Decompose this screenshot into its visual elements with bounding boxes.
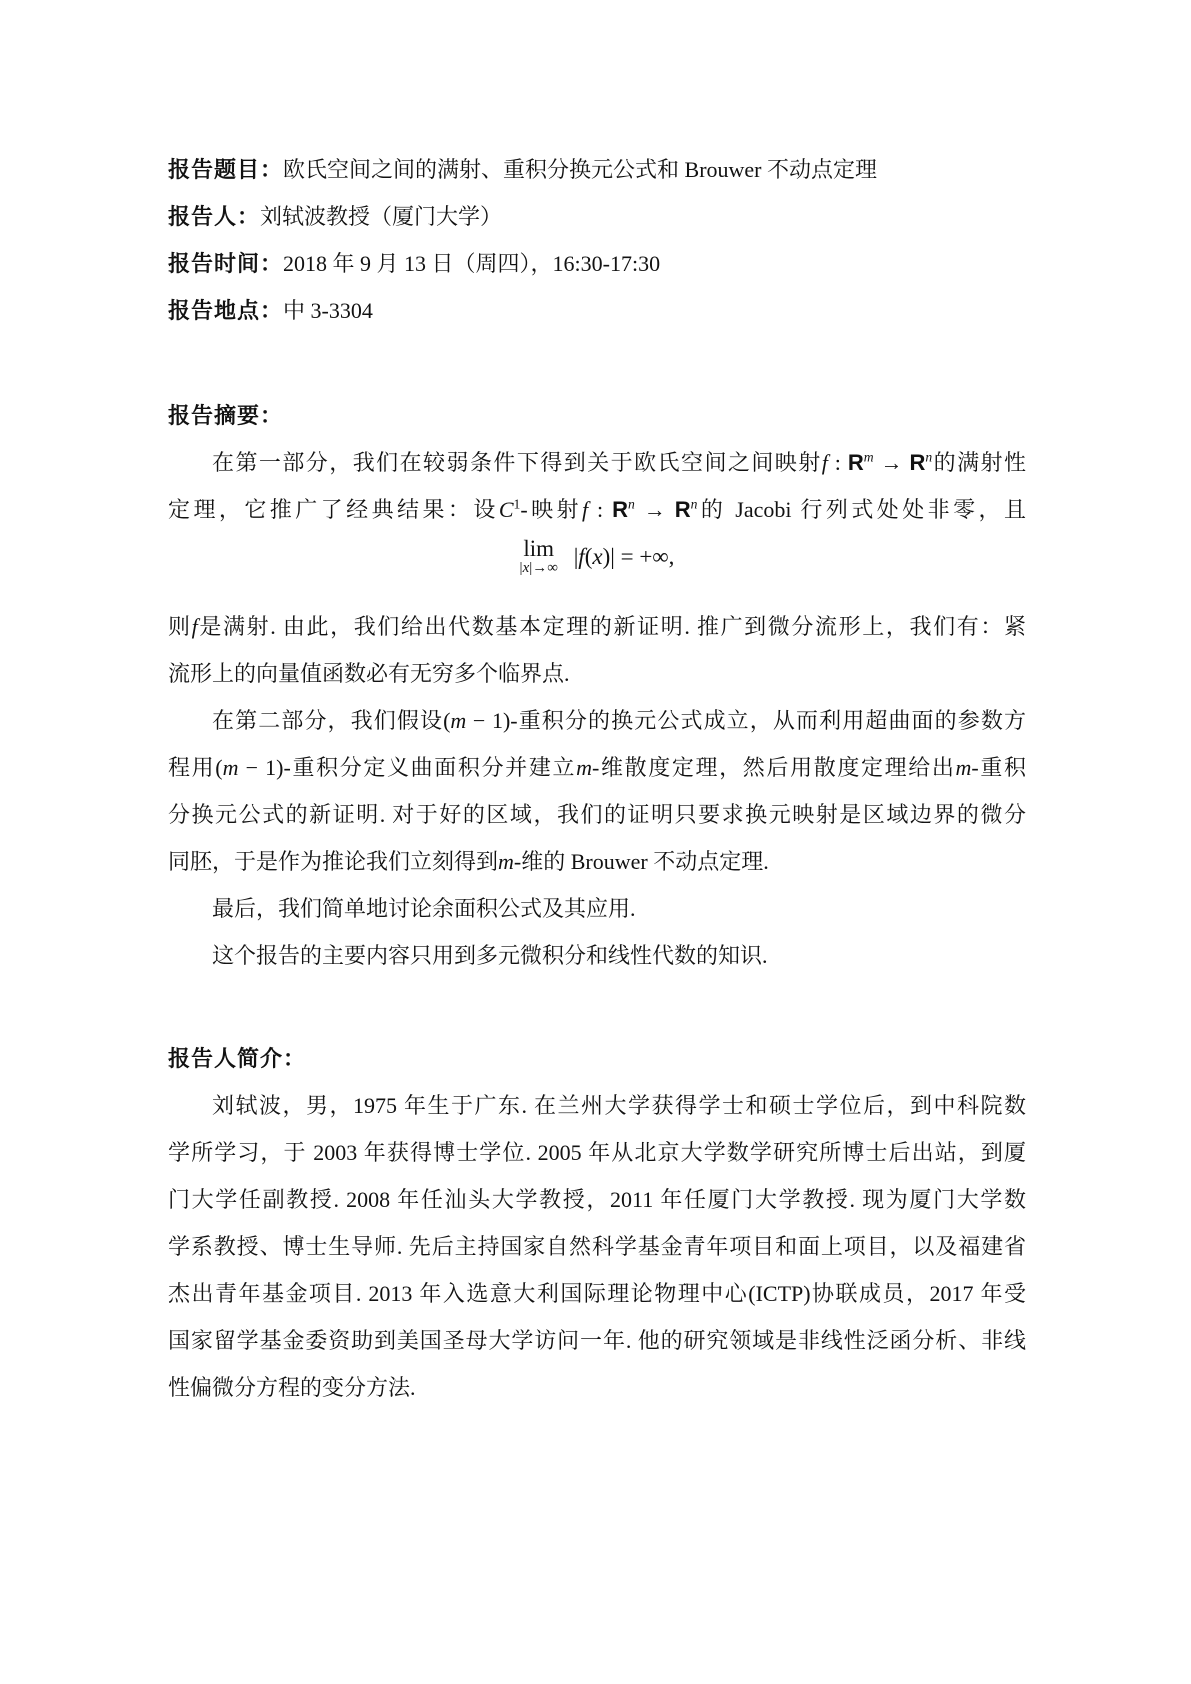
report-title-row (168, 146, 1026, 193)
header-block (168, 146, 1026, 334)
limit-formula (168, 537, 1026, 601)
paragraph-line: 门大学任副教授. 2008 年任汕头大学教授，2011 年任厦门大学教授. 现为厦门大学数 (168, 1187, 1026, 1212)
lim-subscript: |x|→∞ (519, 560, 558, 577)
report-title-value: 欧氏空间之间的满射、重积分换元公式和 Brouwer 不动点定理 (283, 157, 877, 182)
location-row (168, 287, 1026, 334)
paragraph-line: 同胚，于是作为推论我们立刻得到m-维的 Brouwer 不动点定理. (168, 849, 769, 874)
abstract-body-part2 (168, 603, 1026, 979)
formula-body: |f(x)| = +∞, (573, 543, 675, 569)
abstract-body-part1 (168, 439, 1026, 533)
paragraph-line: 流形上的向量值函数必有无穷多个临界点. (168, 661, 570, 686)
paragraph-line: 在第一部分，我们在较弱条件下得到关于欧氏空间之间映射f : $R^m \to R^n$的满射性 (212, 449, 1026, 475)
paragraph-line: 杰出青年基金项目. 2013 年入选意大利国际理论物理中心(ICTP)协联成员，2017 年受 (168, 1281, 1026, 1306)
bio-heading: 报告人简介： (168, 1046, 307, 1071)
time-row (168, 240, 1026, 287)
paragraph-line: 刘轼波，男，1975 年生于广东. 在兰州大学获得学士和硕士学位后，到中科院数 (212, 1093, 1026, 1118)
paragraph-line: 这个报告的主要内容只用到多元微积分和线性代数的知识. (212, 943, 768, 968)
abstract-heading: 报告摘要： (168, 403, 284, 428)
limit-operator (520, 537, 558, 577)
speaker-label: 报告人： (168, 204, 261, 229)
report-title-label: 报告题目： (168, 157, 284, 182)
paragraph-line: 国家留学基金委资助到美国圣母大学访问一年. 他的研究领域是非线性泛函分析、非线 (168, 1328, 1026, 1353)
bio-body (168, 1082, 1026, 1411)
paragraph-line: 最后，我们简单地讨论余面积公式及其应用. (212, 896, 636, 921)
time-label: 报告时间： (168, 251, 284, 276)
paragraph-line: 学系教授、博士生导师. 先后主持国家自然科学基金青年项目和面上项目，以及福建省 (168, 1234, 1026, 1259)
speaker-value: 刘轼波教授（厦门大学） (260, 204, 503, 229)
paragraph-line: 在第二部分，我们假设(m − 1)-重积分的换元公式成立，从而利用超曲面的参数方 (212, 708, 1026, 733)
paragraph-line: 学所学习，于 2003 年获得博士学位. 2005 年从北京大学数学研究所博士后出站，到厦 (168, 1140, 1026, 1165)
paragraph-line: 分换元公式的新证明. 对于好的区域，我们的证明只要求换元映射是区域边界的微分 (168, 802, 1026, 827)
paragraph-line: 程用(m − 1)-重积分定义曲面积分并建立m-维散度定理，然后用散度定理给出m-重积 (168, 755, 1026, 780)
location-value: 中 3-3304 (283, 298, 373, 323)
speaker-row (168, 193, 1026, 240)
paragraph-line: 性偏微分方程的变分方法. (168, 1375, 416, 1400)
paragraph-line: 定理，它推广了经典结果：设$C^1-$映射f : $R^n \to R^n$的 Jacobi 行列式处处非零，且 (168, 496, 1026, 522)
paragraph-line: 则f是满射. 由此，我们给出代数基本定理的新证明. 推广到微分流形上，我们有：紧 (168, 614, 1026, 639)
time-value: 2018 年 9 月 13 日（周四），16:30-17:30 (283, 251, 661, 276)
document-content (168, 146, 1026, 1411)
lim-word: lim (523, 536, 555, 561)
location-label: 报告地点： (168, 298, 284, 323)
